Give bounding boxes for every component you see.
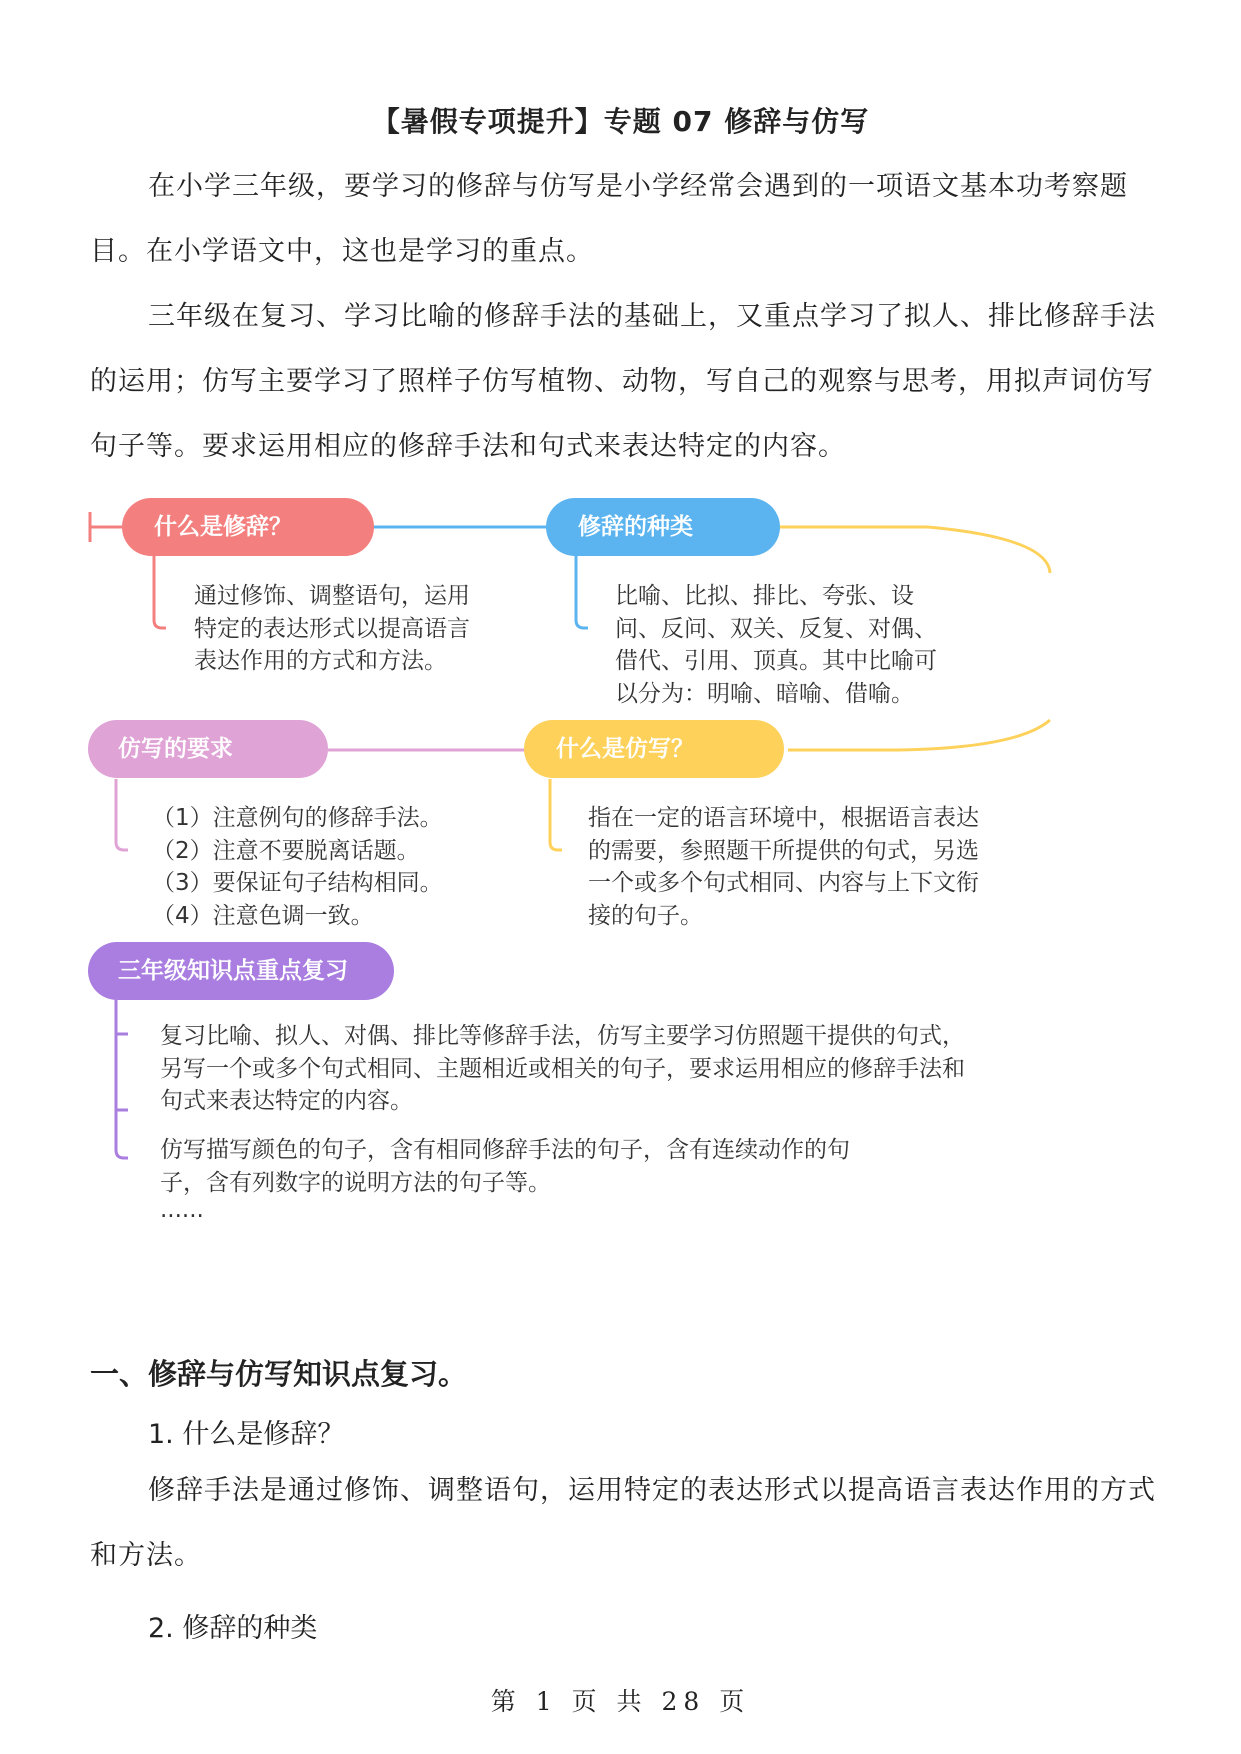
mind-map: [88, 498, 1060, 1318]
text-line: 比喻、比拟、排比、夸张、设: [615, 583, 914, 609]
text-line: （2）注意不要脱离话题。: [152, 837, 420, 864]
text-rhetoric-types: [615, 580, 937, 710]
text-line: 通过修饰、调整语句，运用: [194, 583, 470, 609]
text-line: 子，含有列数字的说明方法的句子等。: [160, 1169, 551, 1196]
text-line: （3）要保证句子结构相同。: [152, 870, 443, 896]
node-rhetoric-types: 修辞的种类: [546, 498, 780, 556]
text-line: （4）注意色调一致。: [152, 902, 374, 929]
text-line: 句式来表达特定的内容。: [160, 1088, 413, 1114]
text-what-is-rhetoric: [194, 580, 470, 678]
text-line: 仿写描写颜色的句子，含有相同修辞手法的句子，含有连续动作的句: [160, 1137, 850, 1163]
text-line: 问、反问、双关、反复、对偶、: [615, 615, 937, 642]
text-imitation-requirements: [152, 802, 443, 932]
text-line: 借代、引用、顶真。其中比喻可: [615, 648, 937, 674]
rhetoric-definition-text: 修辞手法是通过修饰、调整语句，运用特定的表达形式以提高语言表达作用的方式和方法。: [90, 1475, 1156, 1571]
node-what-is-rhetoric: 什么是修辞？: [122, 498, 374, 556]
node-grade3-review: 三年级知识点重点复习: [88, 942, 394, 1000]
intro-paragraphs: [90, 154, 1160, 479]
text-grade3-review-3: ......: [160, 1197, 204, 1223]
subheading-rhetoric-types: 2. 修辞的种类: [148, 1613, 318, 1644]
node-imitation-requirements: 仿写的要求: [88, 720, 328, 778]
text-line: 接的句子。: [588, 902, 703, 929]
text-line: 另写一个或多个句式相同、主题相近或相关的句子，要求运用相应的修辞手法和: [160, 1055, 965, 1082]
section-heading: 一、修辞与仿写知识点复习。: [90, 1357, 468, 1391]
text-line: 指在一定的语言环境中，根据语言表达: [588, 805, 979, 831]
intro-paragraph-2: 三年级在复习、学习比喻的修辞手法的基础上，又重点学习了拟人、排比修辞手法的运用；仿写主要学习了照样子仿写植物、动物，写自己的观察与思考，用拟声词仿写句子等。要求运用相应的修辞手法和句式来表达特定的内容。: [90, 301, 1156, 462]
text-grade3-review-2: [160, 1134, 850, 1199]
text-line: （1）注意例句的修辞手法。: [152, 805, 443, 831]
rhetoric-definition: [90, 1458, 1160, 1588]
text-line: 特定的表达形式以提高语言: [194, 615, 470, 642]
text-line: 一个或多个句式相同、内容与上下文衔: [588, 870, 979, 896]
intro-paragraph-1: 在小学三年级，要学习的修辞与仿写是小学经常会遇到的一项语文基本功考察题目。在小学语文中，这也是学习的重点。: [90, 171, 1128, 267]
node-what-is-imitation: 什么是仿写？: [524, 720, 784, 778]
text-grade3-review-1: [160, 1020, 965, 1118]
text-line: 以分为：明喻、暗喻、借喻。: [615, 680, 914, 707]
page-number: 第 1 页 共 28 页: [490, 1687, 751, 1716]
page-title: 【暑假专项提升】专题 07 修辞与仿写: [371, 105, 870, 138]
text-line: 表达作用的方式和方法。: [194, 648, 447, 674]
text-line: 的需要，参照题干所提供的句式，另选: [588, 837, 979, 864]
text-what-is-imitation: [588, 802, 979, 932]
text-line: 复习比喻、拟人、对偶、排比等修辞手法，仿写主要学习仿照题干提供的句式，: [160, 1023, 965, 1049]
subheading-what-is-rhetoric: 1. 什么是修辞？: [148, 1419, 345, 1450]
